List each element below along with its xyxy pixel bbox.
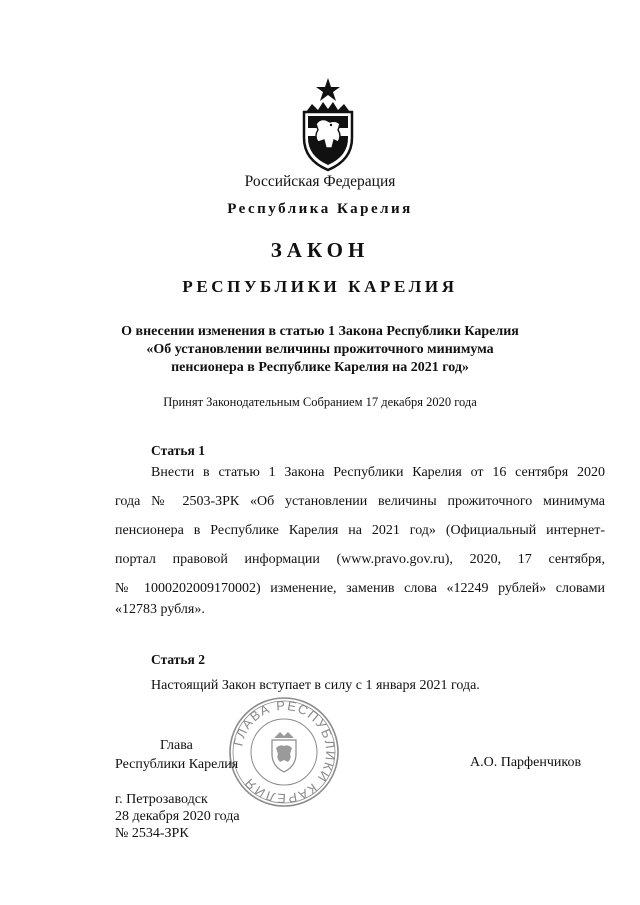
official-seal-stamp [228,696,340,808]
place-date-number [115,791,240,842]
signatory-title-republic: Республики Карелия [115,757,239,772]
law-number: № 2534-ЗРК [115,826,189,841]
country-name: Российская Федерация [244,173,396,190]
law-title-line: пенсионера в Республике Карелия на 2021 год» [171,360,469,375]
article-1-line: «12783 рубля». [115,602,205,617]
signatory-name: А.О. Парфенчиков [470,755,582,770]
article-1-line: года № 2503-ЗРК «Об установлении величины прожиточного минимума [115,494,605,509]
article-2-line: Настоящий Закон вступает в силу с 1 января 2021 года. [151,678,480,693]
adoption-note: Принят Законодательным Собранием 17 декабря 2020 года [163,395,477,409]
law-title [0,323,640,377]
article-1-heading: Статья 1 [151,443,205,458]
signing-date: 28 декабря 2020 года [115,809,240,824]
document-issuer: РЕСПУБЛИКИ КАРЕЛИЯ [182,277,458,296]
article-1-line: портал правовой информации (www.pravo.gov.ru), 2020, 17 сентября, [115,552,605,567]
law-title-line: О внесении изменения в статью 1 Закона Республики Карелия [121,324,519,339]
republic-name: Республика Карелия [227,201,413,217]
article-2-heading: Статья 2 [151,652,205,667]
law-title-line: «Об установлении величины прожиточного минимума [146,342,494,357]
article-1-line: Внести в статью 1 Закона Республики Карелия от 16 сентября 2020 [151,465,605,480]
article-1-line: № 1000202009170002) изменение, заменив слова «12249 рублей» словами [115,581,605,596]
document-type: ЗАКОН [270,238,370,262]
article-1-line: пенсионера в Республике Карелия на 2021 год» (Официальный интернет- [115,523,605,538]
signatory-title: Глава [160,738,193,753]
seal-text: ГЛАВА РЕСПУБЛИКИ КАРЕЛИЯ [230,697,339,807]
coat-of-arms-icon [296,76,360,172]
city: г. Петрозаводск [115,792,208,807]
